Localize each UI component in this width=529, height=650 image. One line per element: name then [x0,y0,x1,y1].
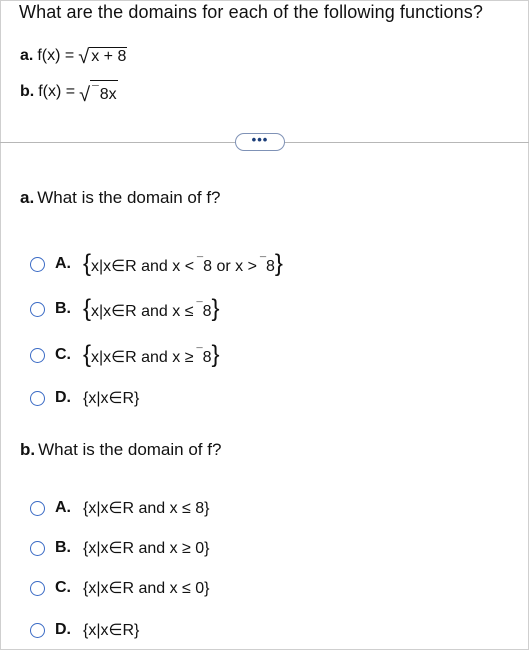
radio-button[interactable] [30,623,45,638]
radio-button[interactable] [30,501,45,516]
option-expression-end: 8 [202,303,212,320]
option-letter: A. [55,499,71,516]
negative-sign: ¯ [196,301,203,313]
part-b-option-d[interactable] [30,620,139,640]
option-text [83,252,283,276]
part-a-question: What is the domain of f? [37,188,221,207]
open-brace: { [83,341,92,368]
close-brace: } [274,250,283,277]
radical-sign-icon: √ [79,84,91,106]
radicand-a: x + 8 [91,48,127,65]
option-expression: x|x∈R and x ≥ [91,349,194,366]
open-brace: { [83,295,92,322]
option-letter: D. [55,389,71,406]
part-a-title [20,188,221,208]
option-text: {x|x∈R and x ≤ 8} [83,500,210,517]
ellipsis-icon: ••• [251,131,269,147]
radio-button[interactable] [30,257,45,272]
option-letter: B. [55,300,71,317]
negative-sign: ¯ [259,256,267,268]
radio-button[interactable] [30,302,45,317]
function-a-lhs: f(x) = [37,47,75,64]
close-brace: } [211,341,220,368]
function-a-label: a. [20,47,34,64]
option-text: {x|x∈R} [83,622,140,639]
part-a-option-d[interactable] [30,388,139,408]
option-text: {x|x∈R} [83,390,140,407]
radio-button[interactable] [30,391,45,406]
option-letter: A. [55,255,71,272]
radio-button[interactable] [30,541,45,556]
option-text: {x|x∈R and x ≤ 0} [83,580,210,597]
part-a-label: a. [20,188,35,207]
option-text: {x|x∈R and x ≥ 0} [83,540,210,557]
close-brace: } [211,295,220,322]
option-text [83,343,219,367]
option-expression: x|x∈R and x < [91,258,195,275]
part-a-option-c[interactable] [30,343,219,367]
negative-sign: ¯ [92,83,99,97]
option-expression-end: 8 [266,258,275,275]
square-root-a [78,46,127,66]
option-expression-mid: 8 or x > [203,258,257,275]
part-b-question: What is the domain of f? [38,440,222,459]
negative-sign: ¯ [197,256,204,268]
part-a-option-a[interactable] [30,252,283,276]
part-b-option-b[interactable] [30,538,210,558]
radicand-b-text: 8x [99,86,117,103]
option-letter: B. [55,539,71,556]
function-a [20,46,127,66]
function-b-lhs: f(x) = [38,83,76,100]
option-expression-end: 8 [202,349,212,366]
part-b-label: b. [20,440,36,459]
function-b [20,80,118,104]
function-b-label: b. [20,83,35,100]
option-letter: D. [55,621,71,638]
part-b-option-c[interactable] [30,578,210,598]
option-expression: x|x∈R and x ≤ [91,303,194,320]
option-text [83,297,219,321]
radicand-b [90,80,118,104]
question-text: What are the domains for each of the following functions? [19,2,483,22]
part-a-option-b[interactable] [30,297,219,321]
radio-button[interactable] [30,581,45,596]
open-brace: { [83,250,92,277]
radio-button[interactable] [30,348,45,363]
negative-sign: ¯ [196,347,203,359]
option-letter: C. [55,346,71,363]
part-b-option-a[interactable] [30,498,210,518]
radical-sign-icon: √ [78,46,90,68]
option-letter: C. [55,579,71,596]
square-root-b [79,80,118,104]
part-b-title [20,440,221,460]
more-button[interactable] [235,133,285,151]
